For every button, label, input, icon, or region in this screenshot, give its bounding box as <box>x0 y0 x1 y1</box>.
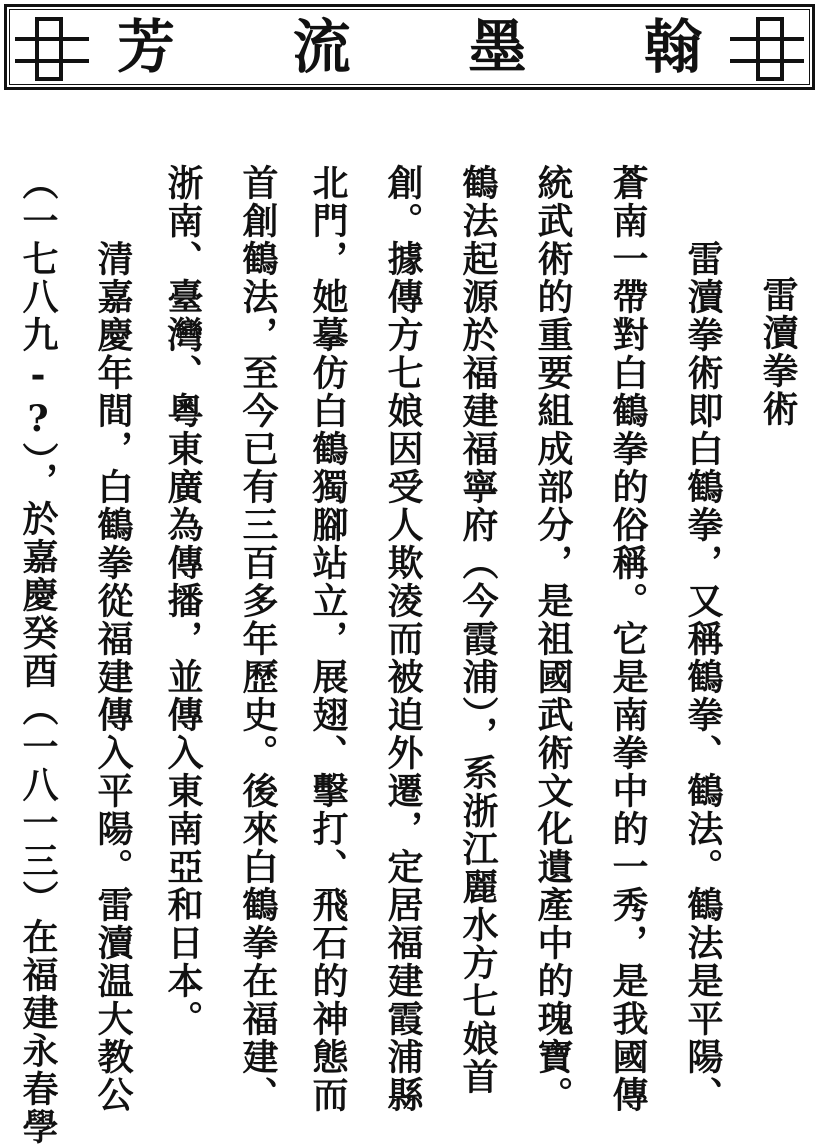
text-column: 浙南、臺灣、粵東廣為傳播，並傳入東南亞和日本。 <box>162 164 204 1038</box>
text-column: 首創鶴法，至今已有三百多年歷史。後來白鶴拳在福建、 <box>237 164 279 1114</box>
banner-char: 墨 <box>468 13 527 81</box>
text-column: 創。據傳方七娘因受人欺淩而被迫外遷，定居福建霞浦縣 <box>382 164 424 1114</box>
banner-char: 翰 <box>643 13 702 81</box>
text-column: 統武術的重要組成部分，是祖國武術文化遺產中的瑰寶。 <box>532 164 574 1114</box>
banner-char: 芳 <box>117 13 176 81</box>
article-title: 雷瀆拳術 <box>757 276 799 428</box>
text-column: 鶴法起源於福建福寧府（今霞浦），系浙江麗水方七娘首 <box>457 164 499 1096</box>
text-column: 清嘉慶年間，白鶴拳從福建傳入平陽。雷瀆温大教公 <box>92 240 134 1114</box>
banner-char: 流 <box>292 13 351 81</box>
text-column: （一七八九-?），於嘉慶癸酉（一八一三）在福建永春學 <box>17 164 59 1146</box>
text-column: 北門，她摹仿白鶴獨腳站立，展翅、擊打、飛石的神態而 <box>307 164 349 1114</box>
text-column: 蒼南一帶對白鶴拳的俗稱。它是南拳中的一秀，是我國傳 <box>607 164 649 1114</box>
text-column: 雷瀆拳術即白鶴拳，又稱鶴拳、鶴法。鶴法是平陽、 <box>682 240 724 1114</box>
